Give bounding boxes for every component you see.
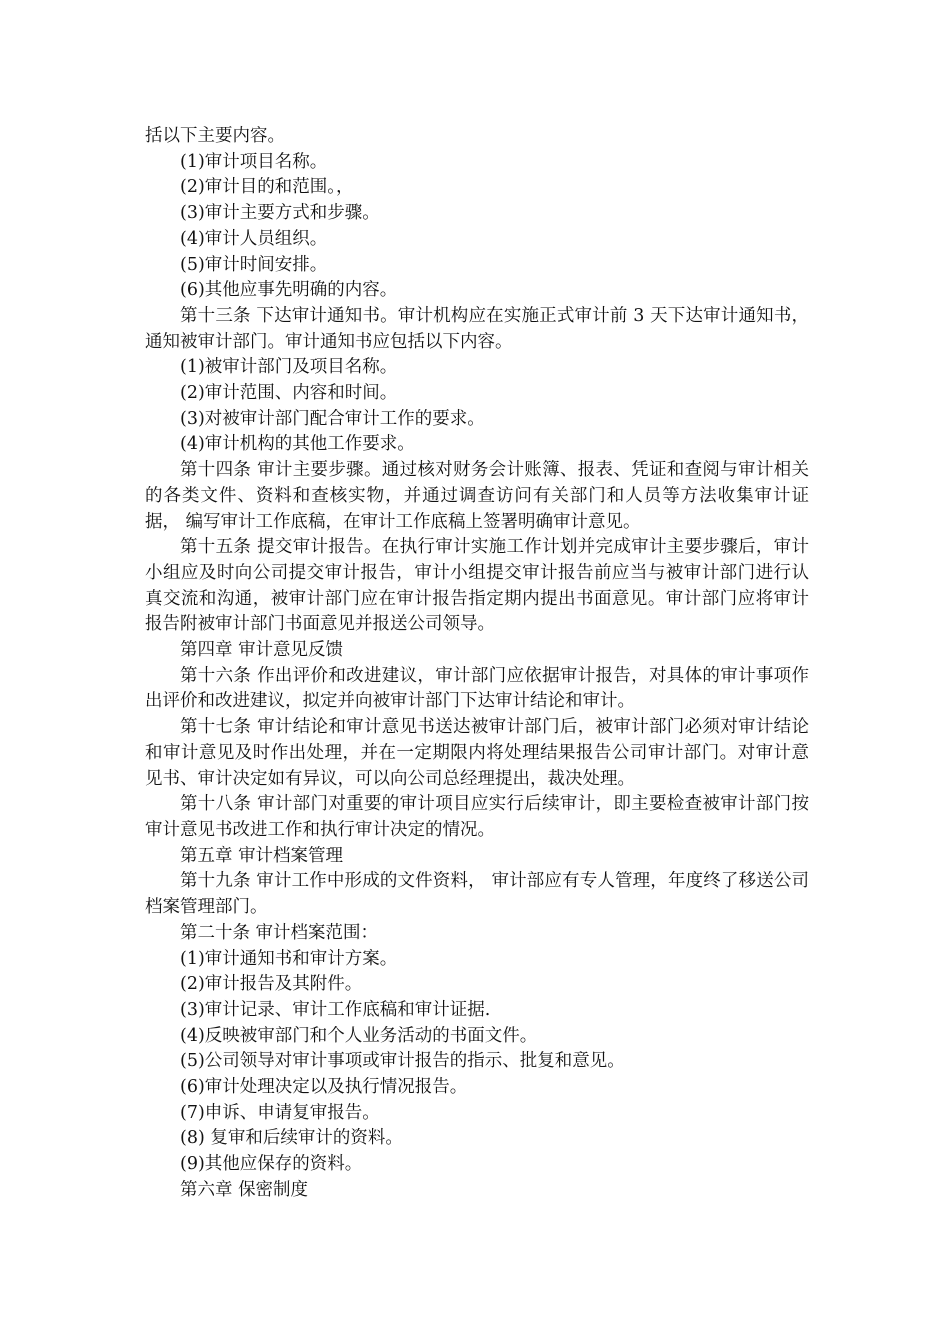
- article-paragraph: 第十六条 作出评价和改进建议，审计部门应依据审计报告，对具体的审计事项作出评价和改进建议，拟定并向被审计部门下达审计结论和审计。: [145, 665, 809, 712]
- article-paragraph: 第十八条 审计部门对重要的审计项目应实行后续审计，即主要检查被审计部门按审计意见书改进工作和执行审计决定的情况。: [145, 794, 809, 840]
- list-item: (6)其他应事先明确的内容。: [180, 280, 398, 301]
- chapter-heading: 第六章 保密制度: [180, 1179, 309, 1200]
- paragraph: 括以下主要内容。: [145, 126, 285, 146]
- list-item: (2)审计报告及其附件。: [180, 974, 363, 995]
- list-item: (5)公司领导对审计事项或审计报告的指示、批复和意见。: [180, 1051, 625, 1072]
- list-item: (2)审计范围、内容和时间。: [180, 383, 398, 404]
- article-paragraph: 第十四条 审计主要步骤。通过核对财务会计账簿、报表、凭证和查阅与审计相关的各类文件、资料和查核实物，并通过调查访问有关部门和人员等方法收集审计证据， 编写审计工作底稿，在审计工作底稿上签署明确审计意见。: [145, 460, 809, 532]
- list-item: (9)其他应保存的资料。: [180, 1154, 363, 1175]
- article-paragraph: 第二十条 审计档案范围：: [180, 922, 379, 943]
- list-item: (5)审计时间安排。: [180, 254, 328, 275]
- list-item: (4)反映被审部门和个人业务活动的书面文件。: [180, 1025, 538, 1046]
- list-item: (3)对被审计部门配合审计工作的要求。: [180, 408, 485, 429]
- list-item: (4)审计人员组织。: [180, 228, 328, 249]
- article-paragraph: 第十三条 下达审计通知书。审计机构应在实施正式审计前 3 天下达审计通知书，通知被审计部门。审计通知书应包括以下内容。: [145, 305, 809, 352]
- list-item: (1)被审计部门及项目名称。: [180, 357, 398, 378]
- list-item: (3)审计记录、审计工作底稿和审计证据.: [180, 999, 491, 1020]
- article-paragraph: 第十七条 审计结论和审计意见书送达被审计部门后，被审计部门必须对审计结论和审计意见及时作出处理，并在一定期限内将处理结果报告公司审计部门。对审计意见书、审计决定如有异议，可以向公司总经理提出，裁决处理。: [145, 717, 809, 789]
- list-item: (6)审计处理决定以及执行情况报告。: [180, 1077, 468, 1098]
- list-item: (1)审计通知书和审计方案。: [180, 948, 398, 969]
- article-paragraph: 第十五条 提交审计报告。在执行审计实施工作计划并完成审计主要步骤后，审计小组应及时向公司提交审计报告，审计小组提交审计报告前应当与被审计部门进行认真交流和沟通，被审计部门应在审计报告指定期内提出书面意见。审计部门应将审计报告附被审计部门书面意见并报送公司领导。: [145, 537, 809, 635]
- list-item: (4)审计机构的其他工作要求。: [180, 434, 415, 455]
- list-item: (7)申诉、申请复审报告。: [180, 1102, 380, 1123]
- list-item: (8) 复审和后续审计的资料。: [180, 1128, 403, 1149]
- list-item: (2)审计目的和范围。，: [180, 177, 354, 198]
- document-body: [145, 124, 809, 1204]
- chapter-heading: 第五章 审计档案管理: [180, 845, 344, 866]
- chapter-heading: 第四章 审计意见反馈: [180, 640, 344, 661]
- list-item: (3)审计主要方式和步骤。: [180, 203, 380, 224]
- article-paragraph: 第十九条 审计工作中形成的文件资料， 审计部应有专人管理，年度终了移送公司档案管理部门。: [145, 871, 809, 918]
- list-item: (1)审计项目名称。: [180, 151, 328, 172]
